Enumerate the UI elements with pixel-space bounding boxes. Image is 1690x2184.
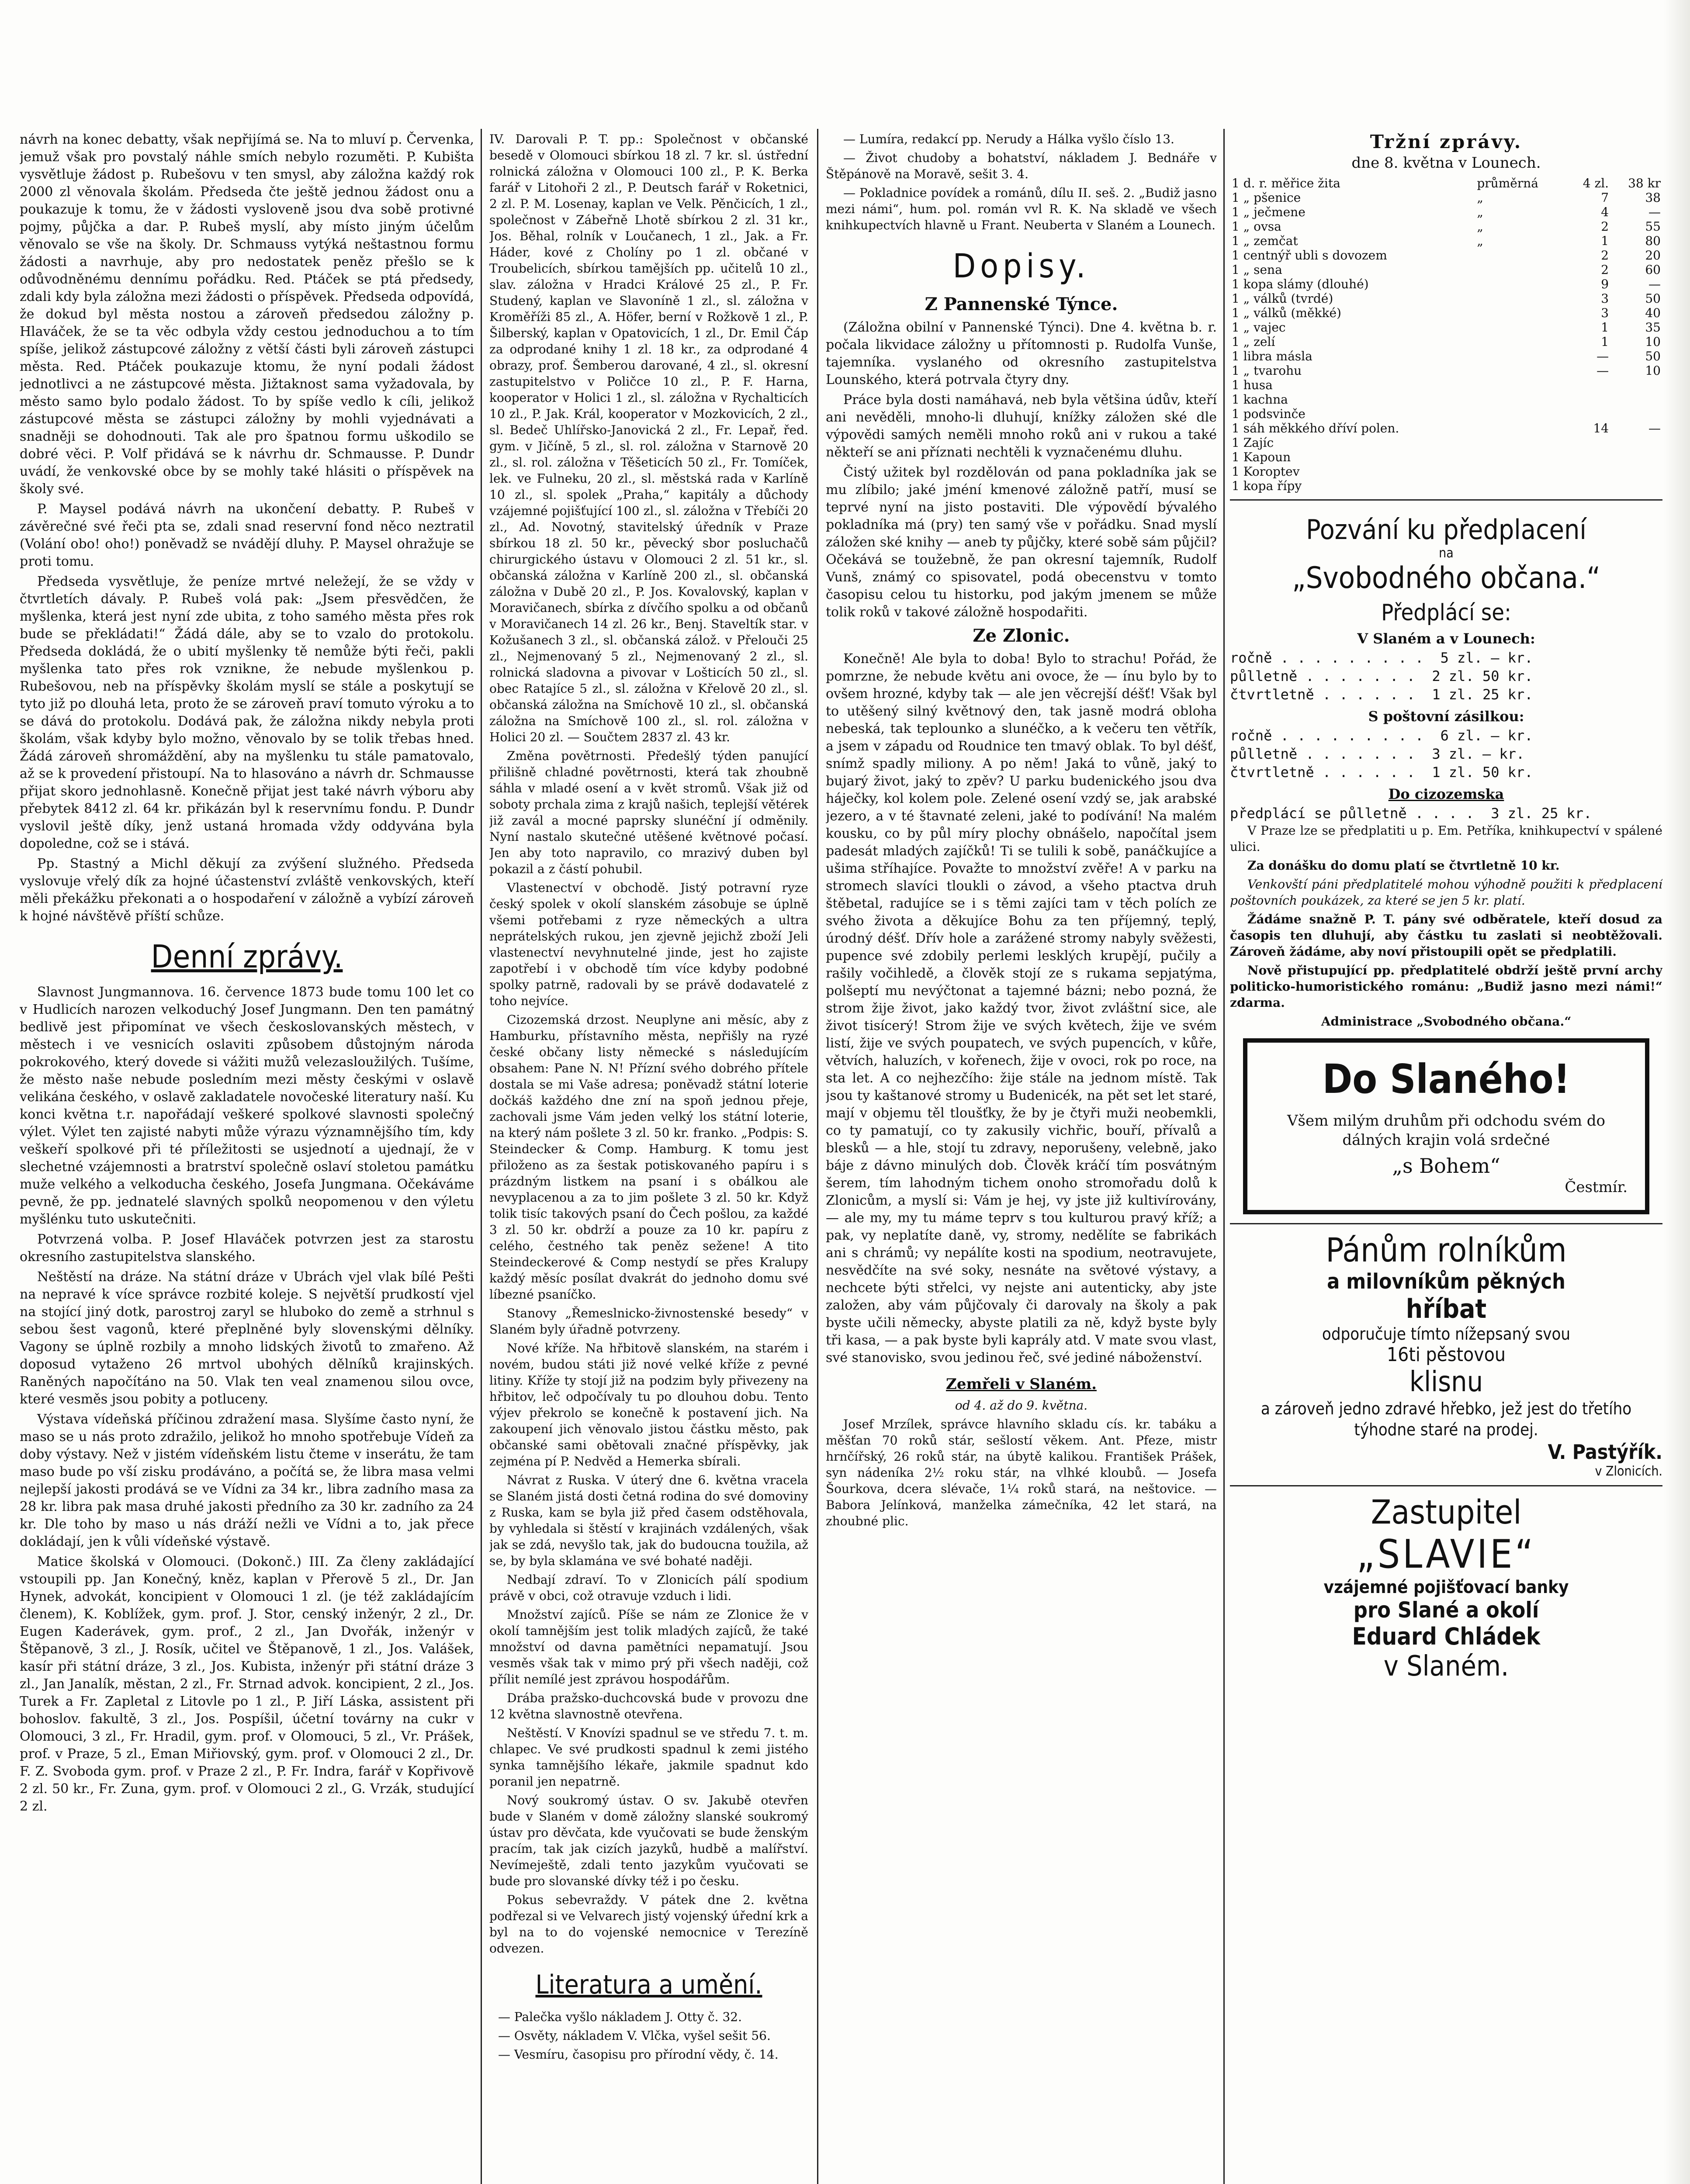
news-item: Slavnost Jungmannova. 16. července 1873 bude tomu 100 let co v Hudlicích narozen velkoduchý Josef Jungmann. Den ten památný bedlivě jest připomínat ve všech českoslovanských městech, v městech i ve vesnicích oslaviti způsobem důstojným národa pokrokového, který dovede si vážiti mužů velezasloužilých. Tušíme, že město naše nebude posledním mezi městy českými v oslavě velikána českého, v oslavě zakladatele novočeské literatury naší. Ku konci května t.r. napořádají veškeré spolkové slavnosti společný výlet. Výlet ten zajisté nabyti může výrazu významnějšího tím, kdy veškeří spolkové při té příležitosti se usjednotí a ujednají, že v slechetné vzájemnosti a bratrství společně oslaví stoletou památku muže velkého a velkoducha českého, Josefa Jungmana. Očekáváme pevně, že pp. jednatelé slavných spolků neopomenou v den výletu myšlénku tuto uskutečniti. (20, 985, 474, 1227)
market-cell (1475, 277, 1568, 291)
market-row (1230, 234, 1662, 248)
market-cell (1569, 450, 1611, 464)
market-cell: 20 (1645, 248, 1661, 263)
news-item: Návrat z Ruska. V úterý dne 6. května vracela se Slaném jistá dosti četná rodina do své domoviny z Ruska, kam se byla již před časem odstěhovala, by vyhledala si štěstí v krajinách vzdálených, však jak se zdá, nevyšlo tak, jak do budoucna toužila, až se, by byla sklamána ve své bohaté naději. (489, 1473, 808, 1568)
column-rule (817, 129, 818, 2184)
article-paragraph: Pp. Stastný a Michl děkují za zvýšení služného. Předseda vyslovuje vřelý dík za hojné účastenství zvláště venkovských, kteří měli překážku překonati a o hospodaření v záložně a vybízí zároveň k hojné návštěvě příští schůze. (20, 856, 474, 924)
market-row (1230, 363, 1662, 378)
market-cell: — (1596, 349, 1609, 363)
market-row (1230, 349, 1662, 363)
predplaci-heading: Předplácí se: (1381, 600, 1511, 626)
market-cell: 14 (1593, 421, 1609, 435)
ad-slavie-line: „SLAVIE“ (1356, 1531, 1536, 1577)
letter-paragraph: Práce byla dosti namáhavá, neb byla většina údův, kteří ani nevěděli, mnoho-li dluhují, knížky záložen ské dle výpovědi samých neměli mnoho roků ani v rukou a také někteří se ani příznati nechtěli k vyznačenému dluhu. (826, 392, 1217, 460)
subscribe-paper: „Svobodného občana.“ (1292, 561, 1601, 595)
market-cell: 4 (1601, 205, 1609, 219)
market-cell (1610, 479, 1662, 493)
market-cell: 1 sáh měkkého dříví polen. (1232, 421, 1399, 435)
price-row: čtvrtletně . . . . . . 1 zl. 50 kr. (1230, 764, 1533, 781)
market-cell: 1 husa (1232, 378, 1273, 392)
market-cell (1475, 392, 1568, 407)
market-row (1230, 205, 1662, 219)
deaths-heading: Zemřeli v Slaném. (946, 1375, 1097, 1393)
page-edge-shadow (1664, 0, 1690, 2184)
news-item: Výstava vídeňská příčinou zdražení masa. Slyšíme často nyní, že maso se u nás proto zdražilo, jelikož ho mnoho spotřebuje Vídeň za doby výstavy. Než v jistém vídeňském listu čteme v inserátu, že tam maso bude po vší zisku prodáváno, a počítá se, že libra masa velmi nejlepší jakosti prodává se ve Vídni za 34 kr., libra zadního masa za 28 kr. libra pak masa druhé jakosti předního za 30 kr. zadního za 24 kr. Dle toho by maso u nás dráží nežli ve Vídni a to, jak přece dokládají, jen k vůli vídeňské výstavě. (20, 1412, 474, 1549)
market-cell: — (1648, 421, 1661, 435)
market-cell: 7 (1601, 190, 1609, 205)
market-cell: 1 kopa řípy (1232, 479, 1302, 493)
ad-rolnik-title: Pánům rolníkům (1326, 1230, 1567, 1269)
market-cell (1610, 392, 1662, 407)
subscribe-na: na (1439, 546, 1454, 561)
market-cell: 3 (1601, 291, 1609, 306)
market-row (1230, 378, 1662, 392)
farewell-box (1243, 1038, 1649, 1214)
ad-slavie-title: Zastupitel (1371, 1493, 1522, 1531)
ad-rolnik-place: v Zlonicích. (1595, 1464, 1662, 1479)
article-paragraph: návrh na konec debatty, však nepřijímá se. Na to mluví p. Červenka, jemuž však pro povstalý náhle smích nebylo rozuměti. P. Kubišta vysvětluje žádost p. Rubešovu v ten smysl, aby záložna každý rok 2000 zl věnovala školám. Předseda čte ještě jednou žádost onu a poukazuje k tomu, že v žádosti vysloveně jsou dva sobě protivné pojmy, půjčka a dar. P. Rubeš myslí, aby místo jiným účelům věnovalo se vše na školy. Dr. Schmauss vytýká neštastnou formu žádosti a navrhuje, aby pro nedostatek peněz přešlo se k odůvodněnému dennímu pořádku. Red. Ptáček se ptá předsedy, zdali kdy byla záložna mezi žádosti o příspěvek. Předseda odpovídá, že dokud byl města nostou a zároveň předsedou záložny p. Hlaváček, že se ta věc odbyla vždy cestou jednoduchou a to tím spíše, jelikož zástupcové záložny z větší části byli zároveň zástupci města. Red. Ptáček poukazuje ktomu, že nyní podali žádost jednotlivci a ne zástupcové města. Jižtaknost sama vyžadovala, by město samo bylo podalo žádost. To by spíše vedlo k cíli, jelikož zástupcové města se zástupci záložny by mohli vyjednávati a snadněji se dohodnouti. Tak ale pro špatnou formu uškodilo se dobré věci. P. Volf přidává se k návrhu dr. Schmausse. P. Dundr uvádí, že venkovské obce by se mohly také hlásiti o příspěvek na školy své. (20, 132, 474, 497)
market-cell: „ (1477, 205, 1483, 219)
market-row (1230, 320, 1662, 335)
ad-rolnik-line: a milovníkům pěkných (1327, 1269, 1565, 1294)
news-item: Drába pražsko-duchcovská bude v provozu dne 12 května slavnostně otevřena. (489, 1691, 808, 1721)
market-cell: 55 (1645, 219, 1661, 234)
market-header-cell: 4 zl. (1583, 176, 1609, 190)
section-title-dopisy: Dopisy. (952, 246, 1090, 285)
news-item: Pokus sebevraždy. V pátek dne 2. května podřezal si ve Velvarech jistý vojenský úřední krk a byl na to do vojenské nemocnice v Terezíně odvezen. (489, 1893, 808, 1956)
market-cell: 1 „ sena (1232, 263, 1282, 277)
market-cell (1475, 248, 1568, 263)
market-cell: 9 (1601, 277, 1609, 291)
market-cell: „ (1477, 190, 1483, 205)
price-row: předplácí se půlletně . . . . 3 zl. 25 kr. (1230, 805, 1592, 822)
market-cell (1475, 320, 1568, 335)
market-table (1230, 176, 1662, 493)
price-row: ročně . . . . . . . . . 5 zl. — kr. (1230, 650, 1533, 666)
ad-rolnik-line: odporučuje tímto nížepsaný svou (1322, 1324, 1571, 1344)
ad-slavie-line: vzájemné pojišťovací banky (1323, 1577, 1569, 1597)
market-cell (1475, 291, 1568, 306)
column-1 (20, 131, 474, 2184)
divider (1230, 1485, 1662, 1486)
market-cell: „ (1477, 219, 1483, 234)
news-item: Nový soukromý ústav. O sv. Jakubě otevřen bude v Slaném v domě záložny slanské soukromý ústav pro děvčata, kde vyučovati se bude ženským pracím, tak jak cizích jazyků, hudbě a malířství. Nevímeještě, zdali tento jazykům vyučovati se bude pro slovanské dívky též i po česku. (489, 1793, 808, 1888)
market-cell: 1 (1601, 335, 1609, 349)
subscribe-note: Nově přistupující pp. předplatitelé obdrží ještě první archy politicko-humoristického románu: „Budiž jasno mezi námi!“ zdarma. (1230, 963, 1662, 1010)
slany-heading: V Slaném a v Lounech: (1357, 630, 1535, 647)
market-cell (1475, 435, 1568, 450)
market-header-row (1230, 176, 1662, 190)
market-cell: 1 podsvinče (1232, 407, 1306, 421)
article-paragraph: P. Maysel podává návrh na ukončení debatty. P. Rubeš v závěrečné své řeči pta se, zdali snad reservní fond něco neztratil (Volání obo! oho!) poněvadž se nvádějí dluhy. P. Maysel ohražuje se proti tomu. (20, 501, 474, 569)
divider (1230, 1223, 1662, 1224)
ad-slavie-line: v Slaném. (1383, 1650, 1509, 1683)
market-cell: 2 (1601, 219, 1609, 234)
market-cell: 40 (1645, 306, 1661, 320)
farewell-text: Všem milým druhům při odchodu svém do dálných krajin volá srdečné (1287, 1112, 1606, 1149)
column-4 (1230, 131, 1662, 2184)
section-title-denni: Denní zprávy. (151, 938, 343, 975)
market-cell (1569, 378, 1611, 392)
market-cell: 1 Koroptev (1232, 464, 1300, 479)
market-cell: „ (1477, 234, 1483, 248)
subscribe-note: Žádáme snažně P. T. pány své odběratele, kteří dosud za časopis ten dluhují, aby částku tu zaslati si neobtěžovali. Zároveň žádáme, aby noví přistoupili opět se předplatili. (1230, 912, 1662, 959)
ad-rolnik-signature: V. Pastýřík. (1548, 1440, 1662, 1464)
literature-item: — Život chudoby a bohatství, nákladem J. Bednáře v Štěpánově na Moravě, sešit 3. 4. (826, 151, 1217, 181)
market-row (1230, 464, 1662, 479)
literature-item: — Vesmíru, časopisu pro přírodní vědy, č. 14. (498, 2047, 779, 2062)
news-item: Změna povětrnosti. Předešlý týden panující přilišně chladné povětrnosti, která tak zhoubně sáhla v mladé osení a v květ stromů. Však již od soboty prchala zima z krajů našich, teplejší větérek již zavál a mocné paprsky slunéční jí odměnily. Nyní nastalo skutečné utěšené květnové počasí. Jen aby toto napravilo, co mrazivý duben byl pokazil a z částí pohubil. (489, 749, 808, 876)
ad-slavie-line: pro Slané a okolí (1353, 1597, 1539, 1623)
market-row (1230, 392, 1662, 407)
literature-item: — Pokladnice povídek a románů, dílu II. seš. 2. „Budiž jasno mezi námi“, hum. pol. román vvl R. K. Na skladě ve všech knihkupectvích hlavně u Frant. Neuberta v Slaném a Lounech. (826, 186, 1217, 232)
market-cell: 1 „ ječmene (1232, 205, 1306, 219)
market-row (1230, 291, 1662, 306)
market-cell: — (1596, 363, 1609, 378)
market-row (1230, 479, 1662, 493)
market-header-cell: průměrná (1477, 176, 1538, 190)
market-cell (1610, 464, 1662, 479)
market-cell (1475, 263, 1568, 277)
market-cell (1475, 450, 1568, 464)
market-cell (1610, 407, 1662, 421)
market-row (1230, 306, 1662, 320)
deaths-list: Josef Mrzílek, správce hlavního skladu cís. kr. tabáku a měšťan 70 roků stár, sešlostí věkem. Ant. Pfeze, mistr hrnčířský, 26 roků stár, na úbytě kalikou. František Prášek, syn nádeníka 2½ roku stár, na vlhké kloubů. — Josefa Šourkova, dcera slévače, 1¼ roků stará, na neštovice. — Babora Jelínková, manželka zámečníka, 42 let stará, na zhoubné plic. (826, 1417, 1217, 1528)
column-2 (489, 131, 808, 2184)
market-cell (1475, 335, 1568, 349)
market-cell: 1 „ zemčat (1232, 234, 1298, 248)
ad-rolnik-line: hříbat (1406, 1294, 1487, 1324)
market-cell: 3 (1601, 306, 1609, 320)
literature-item: — Osvěty, nákladem V. Vlčka, vyšel sešit 56. (498, 2028, 771, 2043)
market-cell: 10 (1645, 363, 1661, 378)
deaths-period: od 4. až do 9. května. (955, 1398, 1088, 1413)
market-cell (1475, 464, 1568, 479)
market-cell (1610, 435, 1662, 450)
market-cell (1610, 378, 1662, 392)
ad-slavie-line: Eduard Chládek (1352, 1623, 1541, 1650)
market-row (1230, 407, 1662, 421)
news-item: Stanovy „Řemeslnicko-živnostenské besedy“ v Slaném byly úřadně potvrzeny. (489, 1306, 808, 1337)
farewell-signature: Čestmír. (1565, 1178, 1628, 1196)
market-header-cell: 1 d. r. měřice žita (1232, 176, 1340, 190)
market-row (1230, 248, 1662, 263)
market-row (1230, 263, 1662, 277)
market-cell: 1 (1601, 234, 1609, 248)
market-cell (1475, 306, 1568, 320)
market-cell: 1 libra másla (1232, 349, 1313, 363)
price-row: čtvrtletně . . . . . . 1 zl. 25 kr. (1230, 686, 1533, 703)
news-item: Vlastenectví v obchodě. Jistý potravní ryze český spolek v okolí slanském zásobuje se úplně všemi potřebami z ryze německých a ultra neprátelských rukou, jen zjevně jejichž zboží Jeli vlastenectví nevyhnutelné jinde, jest ho zajiste zapotřebí i v obchodě tím více kdyby podobné spolky patrně, radovali by se právě dodavatelé z toho nejvíce. (489, 881, 808, 1008)
market-cell: 1 „ zelí (1232, 335, 1275, 349)
market-cell: 2 (1601, 248, 1609, 263)
news-item: IV. Darovali P. T. pp.: Společnost v občanské besedě v Olomouci sbírkou 18 zl. 7 kr. sl. ústřední rolnická záložna v Olomouci 100 zl., P. K. Berka farář v Litohoři 2 zl., P. Deutsch farář v Roketnici, 2 zl. P. M. Losenay, kaplan ve Velk. Pěnčicích, 1 zl., společnost v Zábeřně Lhotě sbírkou 2 zl. 31 kr., Jos. Běhal, rolník v Loučanech, 1 zl., Jak. a Fr. Háder, kové z Cholíny po 1 zl. občané v Troubelicích, sbírkou tamějších pp. učitelů 10 zl., slav. záložna v Hradci Králové 25 zl., P. Fr. Studený, kaplan ve Slavoníně 1 zl., sl. záložna v Kroměříži 85 zl., A. Höfer, berní v Rožkově 1 zl., P. Šilberský, kaplan v Opatovicích, 1 zl., Dr. Emil Čáp za odprodané knihy 1 zl. 18 kr., za odprodané 4 obrazy, prof. Šemberou darované, 4 zl., sl. okresní zastupitelstvo v Poličce 10 zl., P. F. Harna, kooperator v Holici 1 zl., sl. záložna v Rychalticích 10 zl., P. Jak. Král, kooperator v Mozkovicích, 2 zl., sl. Bedeč Uhlířsko-Janovická 2 zl., Fr. Lepař, řed. gym. v Jičíně, 5 zl., sl. rol. záložna v Starnově 20 zl., sl. rol. záložna v Těšeticích 50 zl., Fr. Tomíček, lek. ve Fulneku, 20 zl., sl. městská rada v Karlíně 10 zl., sl. spolek „Praha,“ kapitály a důchody vzájemné pojišťující 100 zl., sl. záložna v Třebíči 20 zl., Ad. Novotný, stavitelský úředník v Praze sbírkou 18 zl. 50 kr., pěvecký sbor posluchačů chirurgického ústavu v Olomouci 2 zl. 51 kr., sl. občanská záložna v Karlíně 200 zl., sl. občanská záložna v Dubě 20 zl., P. Jos. Kovalovský, kaplan v Moravičanech, sbírka z dívčího spolku a od občanů v Moravičanech 14 zl. 26 kr., Benj. Staveltík star. v Kožušanech 3 zl., sl. občanská zálož. v Přelouči 25 zl., Nejmenovaný 5 zl., Nejmenovaný 2 zl., sl. rolnická sladovna a pivovar v Lošticích 50 zl., sl. obec Ratajíce 5 zl., sl. záložna v Křelově 20 zl., sl. občanská záložna na Smíchově 10 zl., sl. občanská záložna na Smíchově 100 zl., sl. rol. záložna v Holici 20 zl. — Součtem 2837 zl. 43 kr. (489, 132, 808, 744)
price-row: ročně . . . . . . . . . 6 zl. — kr. (1230, 727, 1533, 744)
market-cell (1475, 363, 1568, 378)
subscribe-title: Pozvání ku předplacení (1306, 514, 1586, 546)
ad-rolnik-line: a zároveň jedno zdravé hřebko, jež jest do třetího týhodne staré na prodej. (1261, 1399, 1632, 1439)
column-3 (826, 131, 1217, 2184)
price-row: půlletně . . . . . . . 3 zl. — kr. (1230, 746, 1525, 762)
article-paragraph: Předseda vysvětluje, že peníze mrtvé neležejí, že se vždy v čtvrtletích dávaly. P. Rubeš volá pak: „Jsem přesvědčen, že myšlenka, která jest nyní zde ubita, z toho samého města přes rok bude se překládati!“ Žádá dále, aby se to vzalo do protokolu. Předseda dokládá, že o ubití myšlenky tě nemůže býti řeči, pakli myšlenka tato přes rok vznikne, že nebude myšlenkou p. Rubešovou, neb na příspěvky školám myslí se stále a poskytují se tyto již po dlouhá leta, proto že se zároveň praví tomuto výroku a to se dává do protokolu. Dodává pak, že záložna nikdy nebyla proti školám, však kdyby bylo možno, věnovalo by se tolik třebas hned. Žádá zároveň shromáždění, aby na myšlenku tu stále pamatovalo, až se k provedení přistoupí. Na to hlasováno a návrh dr. Schmausse přijat skoro jednohlasně. Konečně přijat jest také návrh výboru aby přebytek 8412 zl. 64 kr. přikázán byl k reservnímu fondu. P. Dundr vyslovil ještě díky, jenž ustaná hromada vždy oddyvána byla dopoledne, což se i stává. (20, 574, 474, 851)
letter-heading: Z Pannenské Týnce. (925, 294, 1118, 314)
market-cell (1475, 349, 1568, 363)
market-cell: 38 (1645, 190, 1661, 205)
market-cell: 1 (1601, 320, 1609, 335)
market-row (1230, 190, 1662, 205)
market-cell (1569, 479, 1611, 493)
market-row (1230, 335, 1662, 349)
market-cell: 1 „ válků (tvrdé) (1232, 291, 1333, 306)
news-item: Množství zajíců. Píše se nám ze Zlonice že v okolí tamnějším jest tolik mladých zajíců, že také množství od davna pamětníci nepamatují. Jsou vesměs však tak v mimo prý při všech naději, což přílit nemílé jest zprávou hospodářům. (489, 1607, 808, 1686)
market-cell: 1 kachna (1232, 392, 1288, 407)
market-cell (1569, 407, 1611, 421)
market-cell (1475, 378, 1568, 392)
farewell-title: Do Slaného! (1322, 1056, 1570, 1102)
post-heading: S poštovní zásilkou: (1368, 708, 1524, 725)
section-title-literatura: Literatura a umění. (535, 1970, 762, 2000)
ad-rolnik-line: 16ti pěstovou (1386, 1344, 1506, 1366)
market-header-cell: 38 kr (1628, 176, 1661, 190)
market-cell: 1 „ vajec (1232, 320, 1286, 335)
market-cell (1569, 392, 1611, 407)
literature-item: — Lumíra, redakcí pp. Nerudy a Hálka vyšlo číslo 13. (843, 132, 1174, 146)
market-cell: 50 (1645, 291, 1661, 306)
market-cell: 2 (1601, 263, 1609, 277)
market-cell: 1 Zajíc (1232, 435, 1274, 450)
column-rule (481, 129, 482, 2184)
market-cell: 1 kopa slámy (dlouhé) (1232, 277, 1369, 291)
market-cell: — (1648, 277, 1661, 291)
administration: Administrace „Svobodného občana.“ (1321, 1014, 1572, 1029)
market-row (1230, 277, 1662, 291)
market-cell: 1 „ válků (měkké) (1232, 306, 1341, 320)
market-cell: 1 „ ovsa (1232, 219, 1281, 234)
market-cell: 1 Kapoun (1232, 450, 1291, 464)
ad-rolnik-line: klisnu (1409, 1366, 1483, 1398)
market-cell (1610, 450, 1662, 464)
market-cell: 50 (1645, 349, 1661, 363)
market-cell (1475, 479, 1568, 493)
subscribe-note: V Praze lze se předplatiti u p. Em. Petříka, knihkupectví v spálené ulici. (1230, 823, 1662, 854)
price-row: půlletně . . . . . . . 2 zl. 50 kr. (1230, 668, 1533, 684)
news-item: Cizozemská drzost. Neuplyne ani měsíc, aby z Hamburku, přístavního města, nepřišly na ryzé české občany listy německé s následujícím obsahem: Pane N. N! Přízní svého dobrého přítele dostala se mi Vaše adresa; poněvadž státní loterie dočkáš každého dne zní na spoň jednou přeje, zachovali jsme Vám jeden velký los státní loterie, na který nám pošlete 3 zl. 50 kr. franko. „Podpis: S. Steindecker & Comp. Hamburg. K tomu jest přiloženo as za šestak potiskovaného papíru i s prázdným listkem na psaní i s obálkou ale nevyplacenou a za to jim pošlete 3 zl. 50 kr. Když tolik tisíc takových psaní do Čech pošlou, za každé 3 zl. 50 kr. obdrží a pouze za 10 kr. papíru z celého, čestného tak peněz sežene! A tito Steindeckerové & Comp nestydí se přes Kralupy každý měsíc posílat dvakrát do jednoho domu své líbezné psaníčko. (489, 1013, 808, 1302)
market-cell: 10 (1645, 335, 1661, 349)
subscribe-note: Venkovští páni předplatitelé mohou výhodně použiti k předplacení poštovních poukázek, za které se jen 5 kr. platí. (1230, 877, 1662, 908)
column-rule (1223, 129, 1225, 2184)
letter-paragraph: Čistý užitek byl rozdělován od pana pokladníka jak se mu zlíbilo; jaké jméní kmenové záložně patří, musí se teprvé nyní na jisto postaviti. Dle výpovědí bývalého pokladníka má (pry) ten samý vše v pořádku. Snad myslí záložen ské knihy — aneb ty půjčky, které sobě sám půjčil? Očekává se toužebně, že pan okresní tajemník, Rudolf Vunš, známý co spisovatel, podá obecenstvu v tomto časopisu celou tu historku, pod jakým jmenem se může tolik roků v takové záložně hospodařiti. (826, 465, 1217, 620)
market-cell: 80 (1645, 234, 1661, 248)
news-item: Nedbají zdraví. To v Zlonicích pálí spodium právě v obci, což otravuje vzduch i lidi. (489, 1572, 808, 1603)
letter-paragraph: (Záložna obilní v Pannenské Týnci). Dne 4. května b. r. počala likvidace záložny u přítomnosti p. Rudolfa Vunše, tajemníka. vyslaného od okresního zastupitelstva Lounského, která potrvala čtyry dny. (826, 320, 1217, 387)
market-cell (1569, 464, 1611, 479)
market-cell: 1 „ tvarohu (1232, 363, 1302, 378)
letter-heading: Ze Zlonic. (973, 625, 1070, 646)
foreign-heading: Do cizozemska (1388, 786, 1504, 802)
market-cell (1569, 435, 1611, 450)
market-cell: 1 centnýř ubli s dovozem (1232, 248, 1387, 263)
market-cell: 35 (1645, 320, 1661, 335)
market-cell (1475, 421, 1568, 435)
market-cell (1475, 407, 1568, 421)
farewell-bohem: „s Bohem“ (1392, 1154, 1500, 1178)
literature-item: — Palečka vyšlo nákladem J. Otty č. 32. (498, 2010, 742, 2024)
market-row (1230, 450, 1662, 464)
news-item: Neštěstí na dráze. Na státní dráze v Ubrách vjel vlak bílé Pešti na nepravé k více správce rozbité koleje. S největší prudkostí vjel na stojící jiný dotk, parostroj zaryl se hluboko do země a strhnul s sebou šest vagonů, které přeplněné byly slovenskými dělníky. Vagony se úplně rozbily a mnoho lidských životů to zmařeno. Až doposud vytaženo 26 mrtvol ubohých dělníků krajinských. Raněných napočítáno na 50. Vlak ten veal znamenou silou ovce, které vesměs jsou pobity a potluceny. (20, 1269, 474, 1407)
news-item: Potvrzená volba. P. Josef Hlaváček potvrzen jest za starostu okresního zastupitelstva slanského. (20, 1232, 474, 1265)
market-row (1230, 219, 1662, 234)
market-cell: 60 (1645, 263, 1661, 277)
market-cell: — (1648, 205, 1661, 219)
market-cell: 1 „ pšenice (1232, 190, 1301, 205)
news-item: Nové kříže. Na hřbitově slanském, na starém i novém, budou státi již nové velké kříže z pevné litiny. Kříže ty stojí již na podzim byly přivezeny na hřbitov, leč odpočívaly tu po dlouhou dobu. Tento výjev překrolo se konečně k postavení jich. Na zakoupení jich věnovalo jistou částku město, pak občanské sami obětovali značné příspěvky, jak zejména pí P. Nedvěd a Hemerka sbírali. (489, 1341, 808, 1469)
divider (1230, 499, 1662, 501)
letter-paragraph: Konečně! Ale byla to doba! Bylo to strachu! Pořád, že pomrzne, že nebude květu ani ovoce, že — ínu bylo by to ovšem hrozné, kdyby tak — ale jen věcrejší déšť! Však byl to utěšený silný květnový den, tak jasně modrá obloha nebeská, tak teplounko a slunéčko, a k večeru ten větřík, a jsem v západu od Roudnice ten tmavý oblak. To byl déšť, snímž spadly miliony. A po něm! Jaká to vůně, jaký to bujarý život, jaký to zpěv? U parku budenického jsou dva háječky, kol kolem pole. Zelené osení vzdý se, jak arabské jezero, a v té štavnaté zeleni, jaké to podívání! Na malém kousku, co by půl míry plochy obnášelo, napočítal jsem padesát mladých zajíčků! Ti se tulili k sobě, panáčkujíce a ušima stříhajíce. Považte to množství zvěře! A v parku na stromech slavíci tloukli o závod, a všeho ptactva druh štěbetal, radujíce se i s těmi zajíci tam v těch polích ze svého života a děkujíce Bohu za ten příjemný, teplý, úrodný déšť. Dřív hole a zarážené stromy nabyly svěžesti, pupence své zdobily perlemi lesklých krupějí, pučily a rašily vočihledě, a člověk stojí ze s rukama sepjatýma, polšeptí mu nevýčtonat a tajemné bázni; nebo pozná, že strom žije život, jako každý tvor, život zvláštní sice, ale život tisícerý! Strom žije ve svých květech, žije ve svém listí, žije ve svých poupatech, ve svých pupencích, v kůře, větvích, haluzích, v kořenech, žije v ovoci, rok po roce, na sta let. A co nejhezčího: žije stále na jednom místě. Tak jsou ty kaštanové stromy u Budenicék, na pět set let staré, mají v objemu těl tloušťky, že by je čtyři muži neobemkli, co ty pamatují, co ty zakusily vichřic, bouří, přívalů a blesků — a hle, stojí tu zdravy, neporušeny, velebně, jako báje z dávno minulých dob. Člověk kráčí tím posvátným šerem, tím lahodným tichem onoho stromořadu dolů k Zlonicům, a myslí si: Vám je hej, vy jste již kultivírovány, — ale my, my tu máme teprv s tou kulturou pravý kříž; a pak, vy neplatíte daně, vy, stromy, nedělíte se fabrikách ani s chrámů; vy nepálíte kosti na spodium, neotravujete, nesvědčíte na své soky, nesnáte na světové výstavy, a nechcete býti střelci, vy nejste ani autenticky, aby jste založen, aby vám půjčovaly či darovaly na školy a pak byste učili německy, abyste platili za ně, když byste byly tři kasa, — a pak byste byli kaprály atd. V mate svou vlast, své stanovisko, svou jedinou řeč, své jediné náboženství. (826, 651, 1217, 1365)
market-row (1230, 421, 1662, 435)
market-subtitle: dne 8. května v Lounech. (1351, 154, 1541, 172)
news-item: Neštěstí. V Knovízi spadnul se ve středu 7. t. m. chlapec. Ve své prudkosti spadnul k zemi jistého synka tamnějšího lékaře, jakmile spadnut kdo poranil jen nepatrně. (489, 1726, 808, 1789)
market-title: Tržní zprávy. (1370, 131, 1523, 152)
market-row (1230, 435, 1662, 450)
news-item: Matice školská v Olomouci. (Dokonč.) III. Za členy zakládající vstoupili pp. Jan Konečný, kněz, kaplan v Přerově 5 zl., Dr. Jan Hynek, advokát, koncipient v Olomouci 1 zl. (je též zakládajícím členem), K. Koblížek, gym. prof. J. Stor, censký inženýr, 2 zl., Dr. Eugen Kaderávek, gym. prof., 2 zl., Jan Dvořák, inženýr v Štěpanově, 3 zl., J. Rosík, učitel ve Štěpanově, 1 zl., Jos. Valášek, kasír při státní dráze, 3 zl., Jos. Kubista, inženýr při státní dráze 3 zl., Jan Janalík, městan, 2 zl., Fr. Strnad advok. koncipient, 2 zl., Jos. Turek a Fr. Zapletal z Litovle po 1 zl., P. Jiří Láska, assistent při bohoslov. fakultě, 3 zl., Jos. Pospíšil, účetní továrny na cukr v Olomouci, 3 zl., Fr. Hradil, gym. prof. v Olomouci, 5 zl., Vr. Prášek, prof. v Praze, 5 zl., Eman Miřiovský, gym. prof. v Olomouci 2 zl., Dr. F. Z. Svoboda gym. prof. v Praze 2 zl., P. Fr. Indra, farář v Kopřivově 2 zl. 50 kr., Fr. Zuna, gym. prof. v Olomouci 2 zl., G. Vrzák, studující 2 zl. (20, 1554, 474, 1814)
subscribe-note: Za donášku do domu platí se čtvrtletně 10 kr. (1247, 858, 1560, 873)
